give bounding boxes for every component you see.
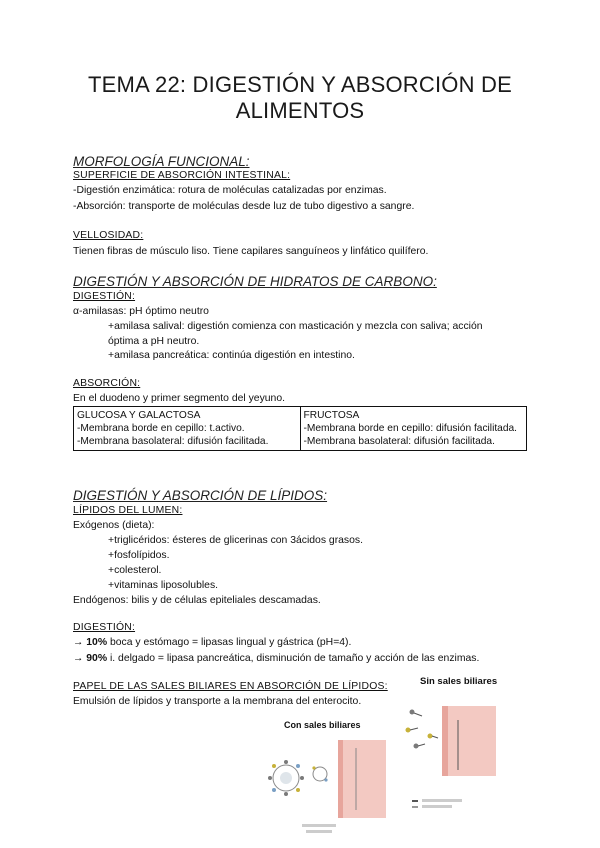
section-heading-morfologia: MORFOLOGÍA FUNCIONAL: (73, 154, 250, 169)
table-cell-line: -Membrana borde en cepillo: t.activo. (77, 423, 245, 434)
text-line: Exógenos (dieta): (73, 520, 155, 531)
text-line: +amilasa pancreática: continúa digestión en intestino. (108, 350, 355, 361)
dig-text: i. delgado = lipasa pancreática, disminución de tamaño y acción de las enzimas. (107, 653, 480, 664)
subheading-digestion-lipidos: DIGESTIÓN: (73, 622, 136, 633)
text-line: -Absorción: transporte de moléculas desde luz de tubo digestivo a sangre. (73, 201, 415, 212)
table-cell-title: FRUCTOSA (303, 410, 360, 421)
text-line: óptima a pH neutro. (108, 336, 200, 347)
text-line (73, 637, 351, 648)
table-cell-title: GLUCOSA Y GALACTOSA (77, 410, 201, 421)
text-line: En el duodeno y primer segmento del yeyuno. (73, 393, 285, 404)
section-heading-hidratos: DIGESTIÓN Y ABSORCIÓN DE HIDRATOS DE CARBONO: (73, 274, 437, 289)
text-line: α-amilasas: pH óptimo neutro (73, 306, 209, 317)
dig-text: boca y estómago = lipasas lingual y gástrica (pH=4). (107, 637, 352, 648)
text-line: Endógenos: bilis y de células epiteliales descamadas. (73, 595, 321, 606)
text-line: -Digestión enzimática: rotura de moléculas catalizadas por enzimas. (73, 185, 387, 196)
subheading-lipidos-lumen: LÍPIDOS DEL LUMEN: (73, 505, 183, 516)
text-line: +amilasa salival: digestión comienza con masticación y mezcla con saliva; acción (108, 321, 483, 332)
figure-title: Con sales biliares (284, 720, 361, 730)
absorption-table (73, 406, 527, 451)
subheading-sales-biliares: PAPEL DE LAS SALES BILIARES EN ABSORCIÓN DE LÍPIDOS: (73, 681, 388, 692)
figure-sin-sales (400, 676, 510, 826)
table-cell-line: -Membrana borde en cepillo: difusión facilitada. (303, 423, 517, 434)
pct-10: → 10% (73, 637, 108, 648)
text-line: +triglicéridos: ésteres de glicerinas con 3ácidos grasos. (108, 535, 363, 546)
section-heading-lipidos: DIGESTIÓN Y ABSORCIÓN DE LÍPIDOS: (73, 488, 328, 503)
subheading-superficie: SUPERFICIE DE ABSORCIÓN INTESTINAL: (73, 170, 291, 181)
subheading-digestion: DIGESTIÓN: (73, 291, 136, 302)
text-line: +colesterol. (108, 565, 162, 576)
pct-90: → 90% (73, 653, 108, 664)
figure-con-sales (262, 720, 392, 838)
text-line (73, 653, 479, 664)
table-cell-fructosa (300, 407, 527, 451)
figure-sin-diagram (400, 690, 510, 830)
subheading-absorcion: ABSORCIÓN: (73, 378, 141, 389)
text-line: Tienen fibras de músculo liso. Tiene capilares sanguíneos y linfático quilífero. (73, 246, 429, 257)
page-title-line-1: TEMA 22: DIGESTIÓN Y ABSORCIÓN DE (88, 72, 512, 97)
text-line: +fosfolípidos. (108, 550, 170, 561)
page-title-line-2: ALIMENTOS (235, 98, 365, 123)
table-cell-line: -Membrana basolateral: difusión facilitada. (303, 436, 495, 447)
figure-title: Sin sales biliares (420, 676, 498, 687)
text-line: Emulsión de lípidos y transporte a la membrana del enterocito. (73, 696, 362, 707)
table-cell-glucosa (74, 407, 301, 451)
subheading-vellosidad: VELLOSIDAD: (73, 230, 144, 241)
text-line: +vitaminas liposolubles. (108, 580, 219, 591)
table-cell-line: -Membrana basolateral: difusión facilitada. (77, 436, 269, 447)
figure-con-diagram (262, 734, 392, 838)
